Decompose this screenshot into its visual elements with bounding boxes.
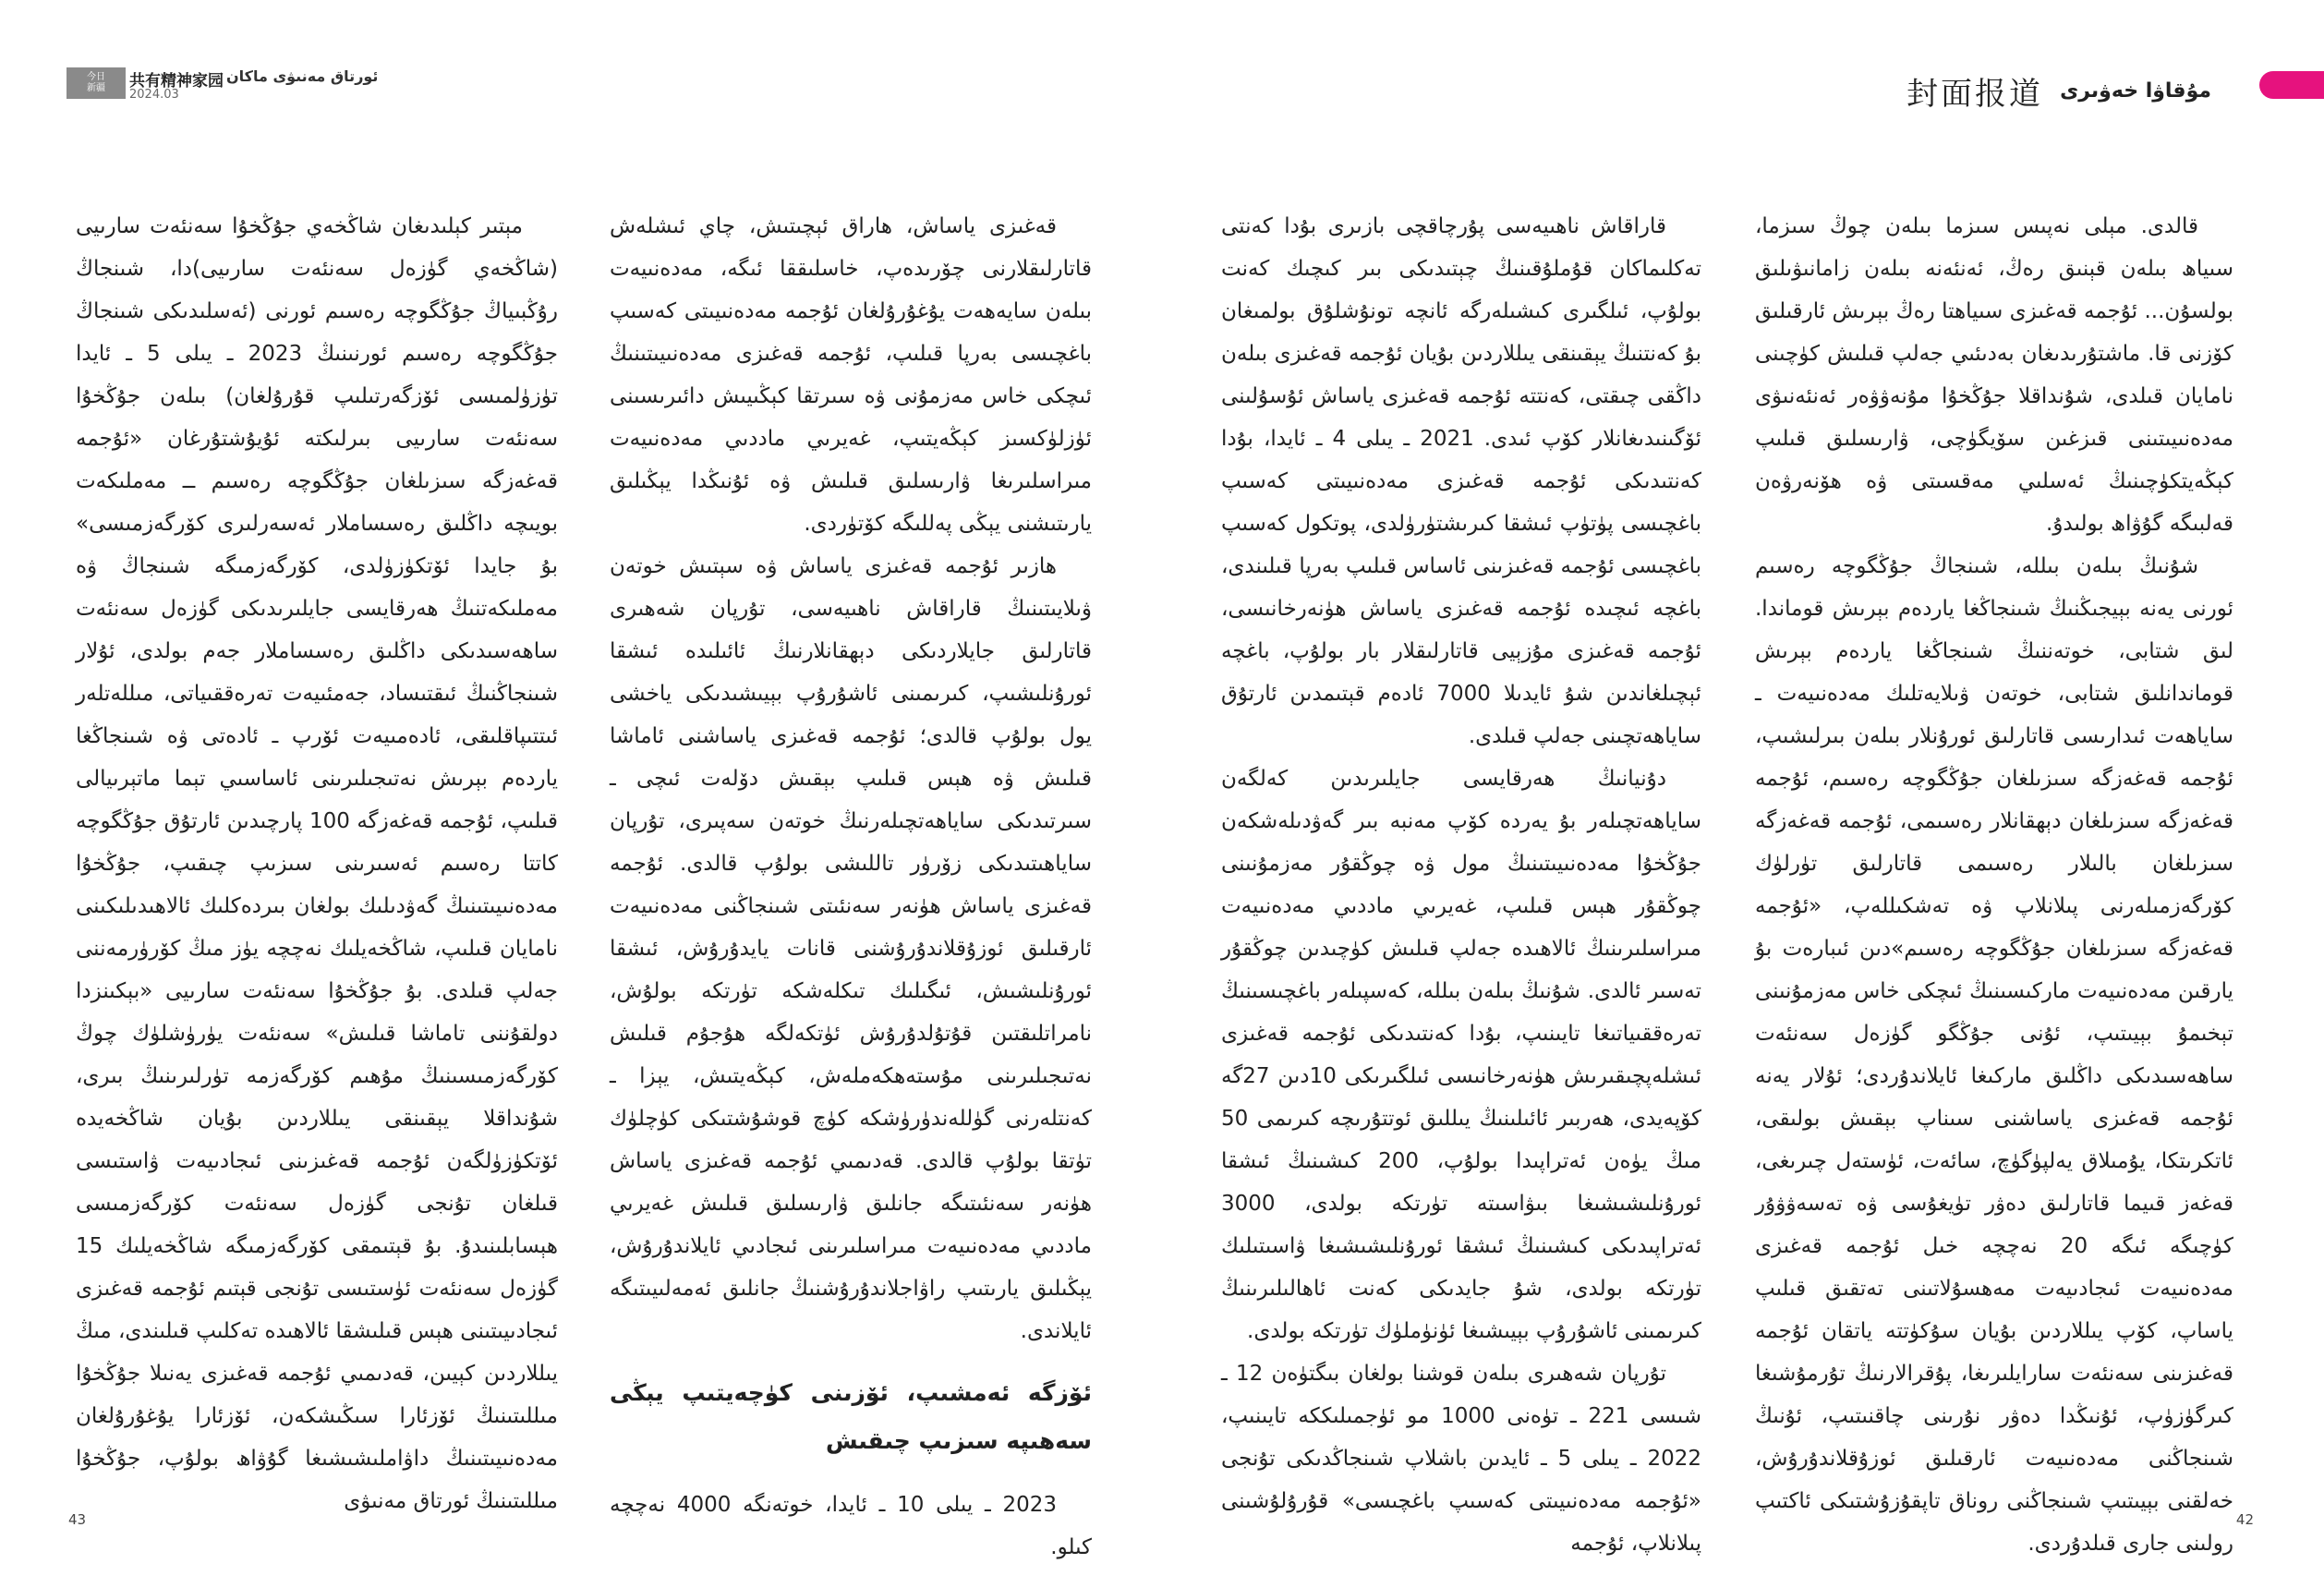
page-number-right: 42 (2235, 1511, 2254, 1528)
column-title-ug: ئورتاق مەنىۋى ماكان (226, 67, 379, 85)
paragraph: شۇنىڭ بىلەن بىللە، شىنجاڭ جۇڭگوچە رەسىم ئورنى يەنە بېيجىڭنىڭ شىنجاڭغا ياردەم بېرىش قوماندا. لىق شتابى، خوتەننىڭ شىنجاڭغا ياردەم بېرىش قوماندانلىق شتابى، خوتەن ۋىلايەتلىك مەدەنىيەت ـ ساياھەت ئىدارىسى قاتارلىق ئورۇنلار بىلەن بىرلىشىپ، ئۇجمە قەغەزگە سىزىلغان جۇڭگوچە رەسىم، ئۇجمە قەغەزگە سىزىلغان دېھقانلار رەسىمى، ئۇجمە قەغەزگە سىزىلغان بالىلار رەسىمى قاتارلىق تۈرلۈك كۆرگەزمىلەرنى پىلانلاپ ۋە تەشكىللەپ، «ئۇجمە قەغەزگە سىزىلغان جۇڭگوچە رەسىم»دىن ئىبارەت بۇ يارقىن مەدەنىيەت ماركىسىنىڭ ئىچكى خاس مەزمۇنىنى تېخىمۇ بېيىتىپ، ئۇنى جۇڭگو گۈزەل سەنئەت ساھەسىدىكى داڭلىق ماركىغا ئايلاندۇردى؛ ئۇلار يەنە ئۇجمە قەغىزى ياساشنى سىناپ بېقىش بولىقى، ئاتكرىتكا، يۇمىلاق يەلپۈگۈچ، سائەت، ئۈستەل چىرىغى، قەغەز قىيما قاتارلىق دەۋر تۈيغۇسى ۋە تەسەۋۋۇر كۈچىگە ئىگە 20 نەچچە خىل ئۇجمە قەغىزى مەدەنىيەت ئىجادىيەت مەھسۇلاتىنى تەتقىق قىلىپ ياساپ، كۆپ يىللاردىن بۇيان سۇكۈتتە ياتقان ئۇجمە قەغىزىنى سەنئەت سارايلىرىغا، پۇقرالارنىڭ تۇرمۇشىغا كىرگۈزۈپ، ئۇنىڭدا دەۋر نۇرىنى چاقنىتىپ، ئۇنىڭ شىنجاڭنى مەدەنىيەت ئارقىلىق ئوزۇقلاندۇرۇش، خەلقنى بېيىتىپ شىنجاڭنى روناق تاپقۇزۇشتىكى ئاكتىپ رولىنى جارى قىلدۇردى. (1755, 554, 2233, 1556)
paragraph: مېتىر كېلىدىغان شاڭخەي جۇڭخۇا سەنئەت سارىيى (شاڭخەي گۈزەل سەنئەت سارىيى)دا، شىنجاڭ رۇڭبىياڭ جۇڭگوچە رەسىم ئورنى (ئەسلىدىكى شىنجاڭ جۇڭگوچە رەسىم ئورنىنىڭ 2023 ـ يىلى 5 ـ ئايدا تۈزۈلمىسى ئۆزگەرتىلىپ قۇرۇلغان) بىلەن جۇڭخۇا سەنئەت سارىيى بىرلىكتە ئۇيۇشتۇرغان «ئۇجمە قەغەزگە سىزىلغان جۇڭگوچە رەسىم ــ مەملىكەت بويىچە داڭلىق رەسساملار ئەسەرلىرى كۆرگەزمىسى» بۇ جايدا ئۆتكۈزۈلدى، كۆرگەزمىگە شىنجاڭ ۋە مەملىكەتنىڭ ھەرقايسى جايلىرىدىكى گۈزەل سەنئەت ساھەسىدىكى داڭلىق رەسساملار جەم بولدى، ئۇلار شىنجاڭنىڭ ئىقتىساد، جەمئىيەت تەرەققىياتى، مىللەتلەر ئىتتىپاقلىقى، ئادەمىيەت ئۆرپ ـ ئادەتى ۋە شىنجاڭغا ياردەم بېرىش نەتىجىلىرىنى ئاساسىي تېما ماتېرىيالى قىلىپ، ئۇجمە قەغەزگە 100 پارچىدىن ئارتۇق جۇڭگوچە كاتتا رەسىم ئەسىرىنى سىزىپ چىقىپ، جۇڭخۇا مەدەنىيىتىنىڭ گەۋدىلىك بولغان بىردەكلىك ئالاھىدىلىكىنى نامايان قىلىپ، شاڭخەيلىك نەچچە يۈز مىڭ كۆرۈرمەننى جەلپ قىلدى. بۇ جۇڭخۇا سەنئەت سارىيى «بېكىنزدا دولقۇننى تاماشا قىلىش» سەنئەت يۈرۈشلۈك چوڭ كۆرگەزمىسىنىڭ مۇھىم كۆرگەزمە تۈرلىرىنىڭ بىرى، شۇنداقلا يېقىنقى يىللاردىن بۇيان شاڭخەيدە ئۆتكۈزۈلگەن ئۇجمە قەغىزىنى ئىجادىيەت ۋاستىسى قىلغان تۇنجى گۈزەل سەنئەت كۆرگەزمىسى ھېسابلىنىدۇ. بۇ قېتىمقى كۆرگەزمىگە شاڭخەيلىك 15 گۈزەل سەنئەت ئۈستىسى تۇنجى قېتىم ئۇجمە قەغىزى ئىجادىيىتىنى ھېس قىلىشقا ئالاھىدە تەكلىپ قىلىندى، مىڭ يىللاردىن كېيىن، قەدىمىي ئۇجمە قەغىزى يەنىلا جۇڭخۇا مىللىتىنىڭ ئۆزئارا سىڭىشكەن، ئۆزئارا يۇغۇرۇلغان مەدەنىيىتىنىڭ داۋاملىشىشىغا گۇۋاھ بولۇپ، جۇڭخۇا مىللىتىنىڭ ئورتاق مەنىۋى (76, 214, 558, 1513)
paragraph: قاراقاش ناھىيەسى پۇرچاقچى بازىرى بۇدا كەنتى تەكلىماكان قۇملۇقىنىڭ چېتىدىكى بىر كىچىك كەنت بولۇپ، ئىلگىرى كىشىلەرگە ئانچە تونۇشلۇق بولمىغان بۇ كەنتنىڭ يېقىنقى يىللاردىن بۇيان ئۇجمە قەغىزى بىلەن داڭقى چىقتى، كەنتتە ئۇجمە قەغىزى ياساش ئۇسۇلىنى ئۆگىنىدىغانلار كۆپ ئىدى. 2021 ـ يىلى 4 ـ ئايدا، بۇدا كەنتىدىكى ئۇجمە قەغىزى مەدەنىيىتى كەسىپ باغچىسى پۈتۈپ ئىشقا كىرىشتۈرۈلدى، پوتكول كەسىپ باغچىسى ئۇجمە قەغىزىنى ئاساس قىلىپ بەرپا قىلىندى، باغچە ئىچىدە ئۇجمە قەغىزى ياساش ھۈنەرخانىسى، ئۇجمە قەغىزى مۇزېيى قاتارلىقلار بار بولۇپ، باغچە ئېچىلغاندىن شۇ ئايدىلا 7000 ئادەم قېتىمدىن ئارتۇق ساياھەتچىنى جەلپ قىلدى. (1221, 214, 1701, 748)
section-header (1906, 68, 2211, 114)
issue-date: 2024.03 (129, 88, 179, 102)
logo-line-2: 新疆 (87, 83, 105, 93)
paragraph: قەغىزى ياساش، ھاراق ئېچىتىش، چاي ئىشلەش قاتارلىقلارنى چۆرىدەپ، خاسلىققا ئىگە، مەدەنىيەت بىلەن سايەھەت يۇغۇرۇلغان ئۇجمە مەدەنىيىتى كەسىپ باغچىسى بەرپا قىلىپ، ئۇجمە قەغىزى مەدەنىيىتىنىڭ ئىچكى خاس مەزمۇنى ۋە سىرتقا كېڭىيىش دائىرىسىنى ئۈزلۈكسىز كېڭەيتىپ، غەيرىي ماددىي مەدەنىيەت مىراسلىرىغا ۋارىسلىق قىلىش ۋە ئۇنىڭدا يېڭىلىق يارىتىشنى يېڭى پەللىگە كۆتۈردى. (610, 214, 1092, 536)
logo-line-1: 今日 (87, 72, 105, 82)
section-title-ug: مۇقاۋا خەۋىرى (2060, 79, 2211, 103)
magazine-logo (67, 67, 126, 99)
paragraph: 2023 ـ يىلى 10 ـ ئايدا، خوتەنگە 4000 نەچچە كىلو. (610, 1493, 1092, 1559)
text-column-2 (1221, 205, 1701, 1556)
paragraph: دۇنيانىڭ ھەرقايسى جايلىرىدىن كەلگەن ساياھەتچىلەر بۇ يەردە كۆپ مەنبە بىر گەۋدىلەشكەن جۇڭخۇا مەدەنىيىتىنىڭ مول ۋە چوڭقۇر مەزمۇنىنى چوڭقۇر ھېس قىلىپ، غەيرىي ماددىي مەدەنىيەت مىراسلىرىنىڭ ئالاھىدە جەلپ قىلىش كۈچىدىن چوڭقۇر تەسىر ئالدى. شۇنىڭ بىلەن بىللە، كەسپىلەر باغچىسىنىڭ تەرەققىياتىغا تايىنىپ، بۇدا كەنتىدىكى ئۇجمە قەغىزى ئىشلەپچىقىرىش ھۈنەرخانىسى ئىلگىرىكى 10دىن 27گە كۆپەيدى، ھەربىر ئائىلىنىڭ يىللىق ئوتتۇرىچە كىرىمى 50 مىڭ يۈەن ئەتراپىدا بولۇپ، 200 كىشىنىڭ ئىشقا ئورۇنلىشىشىغا بىۋاسىتە تۈرتكە بولدى، 3000 ئەتراپىدىكى كىشىنىڭ ئىشقا ئورۇنلىشىشىغا ۋاسىتىلىك تۈرتكە بولدى، شۇ جايدىكى كەنت ئاھالىلىرىنىڭ كىرىمىنى ئاشۇرۇپ بېيىشىغا ئۈنۈملۈك تۈرتكە بولدى. (1221, 767, 1701, 1343)
text-column-4 (76, 205, 558, 1513)
text-column-3 (610, 205, 1092, 1559)
section-title-cn: 封面报道 (1906, 76, 2044, 113)
text-column-1 (1755, 205, 2233, 1556)
column-title-cn: 共有精神家园 (129, 72, 224, 91)
section-accent-tab (2259, 71, 2324, 99)
paragraph: ھازىر ئۇجمە قەغىزى ياساش ۋە سېتىش خوتەن ۋىلايىتىنىڭ قاراقاش ناھىيەسى، تۇرپان شەھىرى قاتارلىق جايلاردىكى دېھقانلارنىڭ ئائىلىدە ئىشقا ئورۇنلىشىپ، كىرىمىنى ئاشۇرۇپ بېيىشىدىكى ياخشى يول بولۇپ قالدى؛ ئۇجمە قەغىزى ياساشنى ئاماشا قىلىش ۋە ھېس قىلىپ بېقىش دۆلەت ئىچى ـ سىرتىدىكى ساياھەتچىلەرنىڭ خوتەن سەپىرى، تۇرپان ساياھىتىدىكى زۆرۈر تاللىشى بولۇپ قالدى. ئۇجمە قەغىزى ياساش ھۈنەر سەنئىتى شىنجاڭنى مەدەنىيەت ئارقىلىق ئوزۇقلاندۇرۇشنى قانات يايدۇرۇش، ئىشقا ئورۇنلىشىش، ئىگىلىك تىكلەشكە تۈرتكە بولۇش، نامراتلىقتىن قۇتۇلدۇرۇش ئۈتكەلگە ھۇجۇم قىلىش نەتىجىلىرىنى مۇستەھكەملەش، كېڭەيتىش، يېزا ـ كەنتلەرنى گۈللەندۈرۈشكە كۈچ قوشۇشتىكى كۈچلۈك تۈتقا بولۇپ قالدى. قەدىمىي ئۇجمە قەغىزى ياساش ھۈنەر سەنئىتىگە جانلىق ۋارىسلىق قىلىش غەيرىي ماددىي مەدەنىيەت مىراسلىرىنى ئىجادىي ئايلاندۇرۇش، يېڭىلىق يارىتىپ راۋاجلاندۇرۇشنىڭ جانلىق ئەمەلىيىتىگە ئايلاندى. (610, 554, 1092, 1343)
paragraph: قالدى. مېلى نەپىس سىزما بىلەن چوڭ سىزما، سىياھ بىلەن قېنىق رەڭ، ئەنئەنە بىلەن زامانىۋىلىق بولسۇن... ئۇجمە قەغىزى سىياھتا رەڭ بېرىش ئارقىلىق كۆزنى قا. ماشتۇرىدىغان بەدىئىي جەلپ قىلىش كۈچىنى نامايان قىلدى، شۇنداقلا جۇڭخۇا مۇنەۋۋەر ئەنئەنىۋى مەدەنىيىتىنى قىزغىن سۆيگۈچى، ۋارىسلىق قىلىپ كېڭەيتكۈچىنىڭ ئەسلىي مەقسىتى ۋە ھۆنەرۋەن قەلبىگە گۇۋاھ بولىدۇ. (1755, 214, 2233, 536)
section-subheading: ئۆزگە ئەمشىپ، ئۆزىنى كۈچەيتىپ يېڭى سەھىپە سىزىپ چىقىش (610, 1379, 1092, 1454)
page-number-left: 43 (68, 1511, 87, 1528)
paragraph: تۇرپان شەھىرى بىلەن قوشنا بولغان بىگتۈەن 12 ـ شىسى 221 ـ تۈەنى 1000 مو ئۈجمىلىككە تايىنىپ، 2022 ـ يىلى 5 ـ ئايدىن باشلاپ شىنجاڭدىكى تۇنجى «ئۇجمە مەدەنىيىتى كەسىپ باغچىسى» قۇرۇلۇشىنى پىلانلاپ، ئۇجمە (1221, 1362, 1701, 1556)
